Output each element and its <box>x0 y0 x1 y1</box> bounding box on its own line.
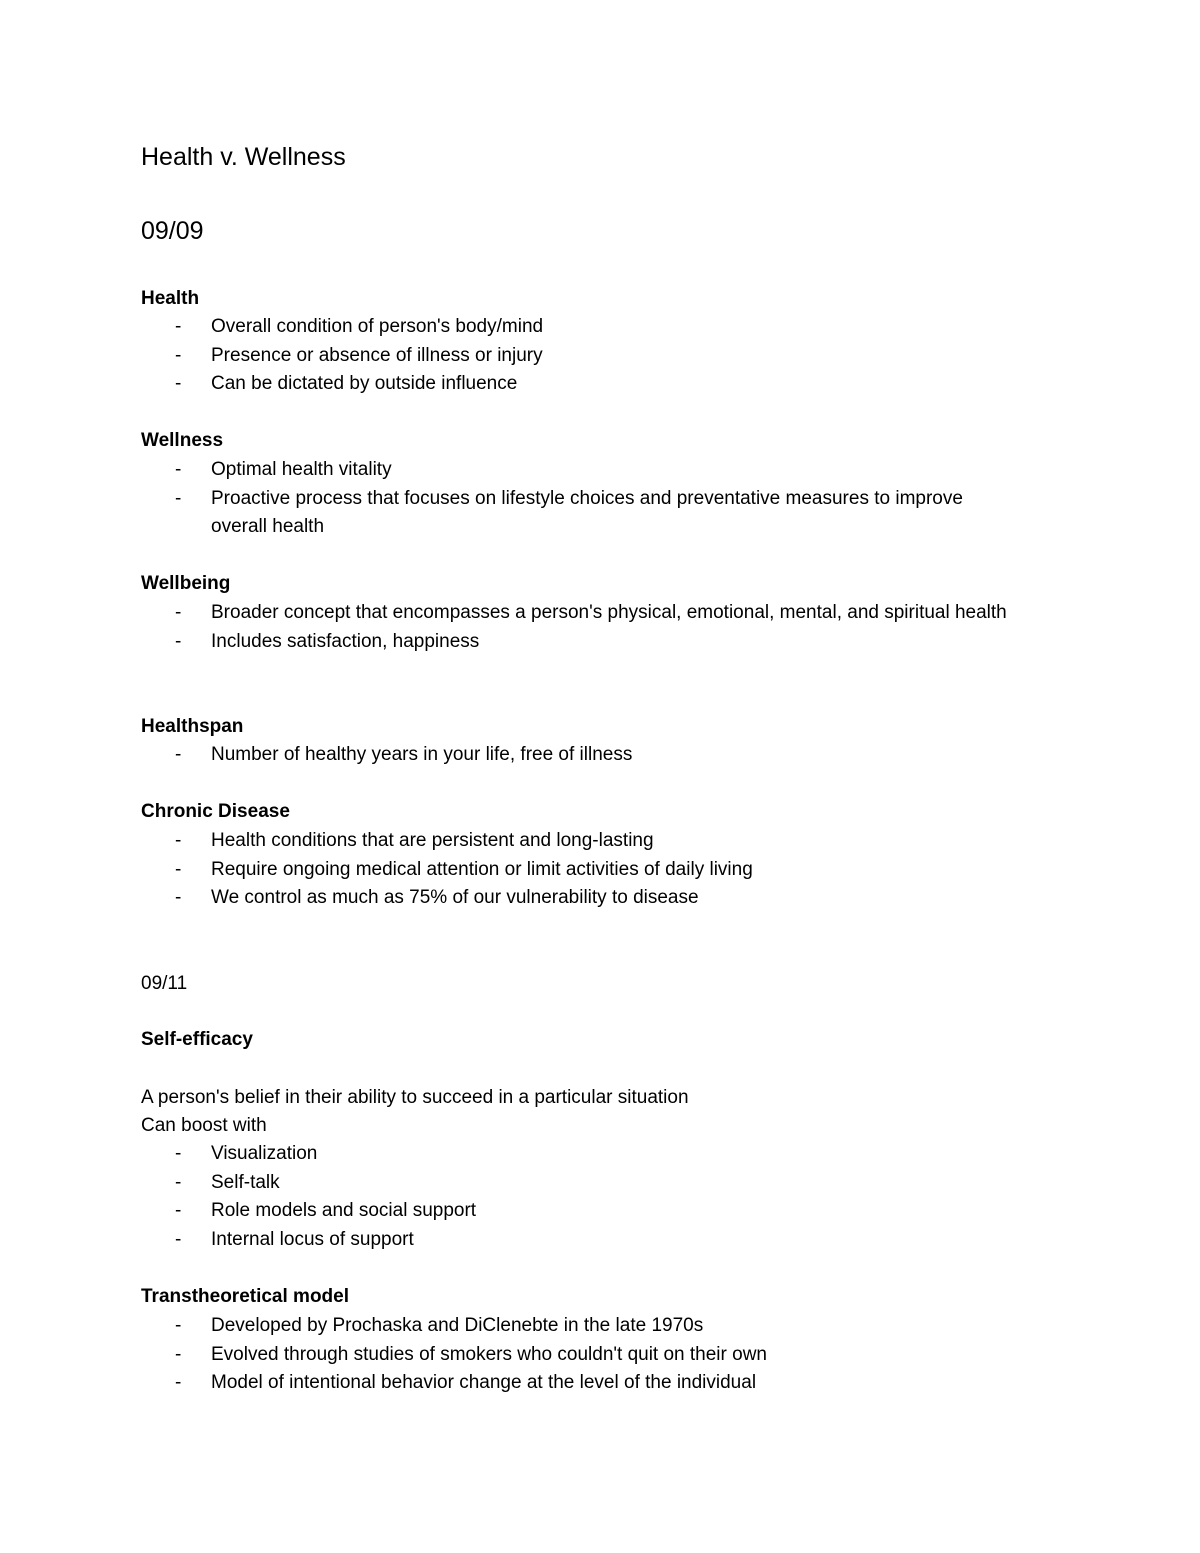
section-heading-healthspan: Healthspan <box>141 716 244 737</box>
health-bullet-list <box>141 313 543 399</box>
list-item: - Presence or absence of illness or injury <box>141 342 543 371</box>
bullet-dash: - <box>175 373 182 395</box>
bullet-dash: - <box>175 459 182 480</box>
self-efficacy-intro: Can boost with <box>141 1115 267 1136</box>
bullet-dash: - <box>175 858 182 880</box>
bullet-dash: - <box>175 1228 182 1250</box>
list-item: - Proactive process that focuses on lifestyle choices and preventative measures to improve overall health <box>141 485 1001 542</box>
bullet-dash: - <box>175 1200 182 1222</box>
bullet-dash: - <box>175 344 182 366</box>
bullet-dash: - <box>175 1171 182 1193</box>
list-item: - Internal locus of support <box>141 1226 476 1255</box>
list-item: - Broader concept that encompasses a person's physical, emotional, mental, and spiritual health <box>141 599 1061 628</box>
list-item: - Includes satisfaction, happiness <box>141 628 1061 657</box>
list-item: - Health conditions that are persistent and long-lasting <box>141 827 753 856</box>
section-heading-transtheoretical-model: Transtheoretical model <box>141 1286 350 1307</box>
bullet-dash: - <box>175 1143 182 1164</box>
list-item: - Can be dictated by outside influence <box>141 370 543 399</box>
wellbeing-bullet-list <box>141 599 1061 656</box>
list-item: - Self-talk <box>141 1169 476 1198</box>
transtheoretical-bullet-list <box>141 1312 767 1398</box>
list-item: - Optimal health vitality <box>141 456 1001 485</box>
bullet-dash: - <box>175 744 182 765</box>
bullet-dash: - <box>175 1372 182 1394</box>
bullet-dash: - <box>175 316 182 337</box>
section-heading-self-efficacy: Self-efficacy <box>141 1029 253 1050</box>
list-item: - Evolved through studies of smokers who couldn't quit on their own <box>141 1341 767 1370</box>
self-efficacy-definition: A person's belief in their ability to succeed in a particular situation <box>141 1087 689 1108</box>
self-efficacy-bullet-list <box>141 1140 476 1254</box>
bullet-dash: - <box>175 1315 182 1336</box>
list-item: - Require ongoing medical attention or limit activities of daily living <box>141 856 753 885</box>
document-title: Health v. Wellness <box>141 143 346 171</box>
bullet-dash: - <box>175 602 182 623</box>
list-item: - Model of intentional behavior change at the level of the individual <box>141 1369 767 1398</box>
list-item: - Visualization <box>141 1140 476 1169</box>
bullet-dash: - <box>175 1343 182 1365</box>
bullet-dash: - <box>175 487 182 509</box>
section-heading-wellbeing: Wellbeing <box>141 573 231 594</box>
section-heading-chronic-disease: Chronic Disease <box>141 801 290 822</box>
date-heading-1: 09/09 <box>141 217 204 245</box>
section-heading-wellness: Wellness <box>141 430 224 451</box>
list-item: - Overall condition of person's body/mind <box>141 313 543 342</box>
bullet-dash: - <box>175 830 182 851</box>
chronic-disease-bullet-list <box>141 827 753 913</box>
bullet-dash: - <box>175 887 182 909</box>
wellness-bullet-list <box>141 456 1001 542</box>
bullet-dash: - <box>175 630 182 652</box>
list-item: - Number of healthy years in your life, free of illness <box>141 741 632 770</box>
list-item: - Developed by Prochaska and DiClenebte in the late 1970s <box>141 1312 767 1341</box>
healthspan-bullet-list <box>141 741 632 770</box>
date-heading-2: 09/11 <box>141 973 188 994</box>
section-heading-health: Health <box>141 288 200 309</box>
list-item: - We control as much as 75% of our vulnerability to disease <box>141 884 753 913</box>
list-item: - Role models and social support <box>141 1197 476 1226</box>
